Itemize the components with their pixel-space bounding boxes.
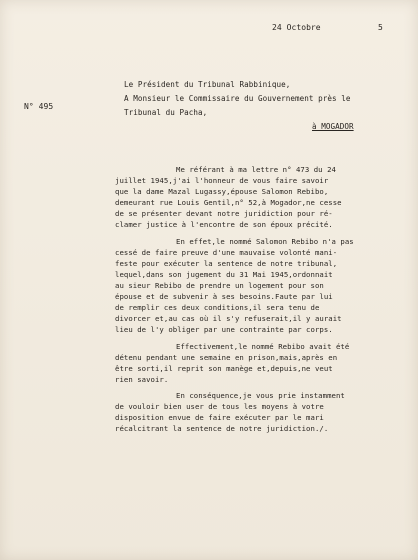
body-line: En conséquence,je vous prie instamment	[176, 391, 345, 400]
body-line: être sorti,il reprit son manège et,depuis,ne veut	[115, 364, 333, 373]
recipient-line: A Monsieur le Commissaire du Gouvernement près le	[124, 94, 351, 103]
body-line: feste pour exécuter la sentence de notre tribunal,	[115, 259, 338, 268]
sender-line: Le Président du Tribunal Rabbinique,	[124, 80, 291, 89]
body-line: disposition envue de faire exécuter par le mari	[115, 413, 324, 422]
body-line: divorcer et,au cas où il s'y refuserait,il y aurait	[115, 314, 342, 323]
recipient-court-line: Tribunal du Pacha,	[124, 108, 208, 117]
body-line: rien savoir.	[115, 375, 169, 384]
body-line: de vouloir bien user de tous les moyens à votre	[115, 402, 324, 411]
body-line: Me référant à ma lettre n° 473 du 24	[176, 165, 336, 174]
reference-number: N° 495	[24, 102, 54, 111]
letter-date: 24 Octobre	[272, 23, 321, 32]
body-line: Effectivement,le nommé Rebibo avait été	[176, 342, 350, 351]
body-line: En effet,le nommé Salomon Rebibo n'a pas	[176, 237, 354, 246]
body-line: épouse et de subvenir à ses besoins.Faute par lui	[115, 292, 333, 301]
body-line: demeurant rue Louis Gentil,n° 52,à Mogador,ne cesse	[115, 198, 342, 207]
body-line: de se présenter devant notre juridiction pour ré-	[115, 209, 333, 218]
body-line: cessé de faire preuve d'une mauvaise volonté mani-	[115, 248, 338, 257]
body-line: lequel,dans son jugement du 31 Mai 1945,ordonnait	[115, 270, 333, 279]
page-number: 5	[378, 23, 383, 32]
body-line: juillet 1945,j'ai l'honneur de vous faire savoir	[115, 176, 329, 185]
body-line: au sieur Rebibo de prendre un logement pour son	[115, 281, 324, 290]
body-line: clamer justice à l'encontre de son époux précité.	[115, 220, 333, 229]
body-line: de remplir ces deux conditions,il sera tenu de	[115, 303, 320, 312]
body-line: que la dame Mazal Lugassy,épouse Salomon Rebibo,	[115, 187, 329, 196]
body-line: détenu pendant une semaine en prison,mais,après en	[115, 353, 338, 362]
body-line: lieu de l'y obliger par une contrainte par corps.	[115, 325, 333, 334]
recipient-place: à MOGADOR	[312, 122, 354, 131]
body-line: récalcitrant la sentence de notre juridiction./.	[115, 424, 329, 433]
